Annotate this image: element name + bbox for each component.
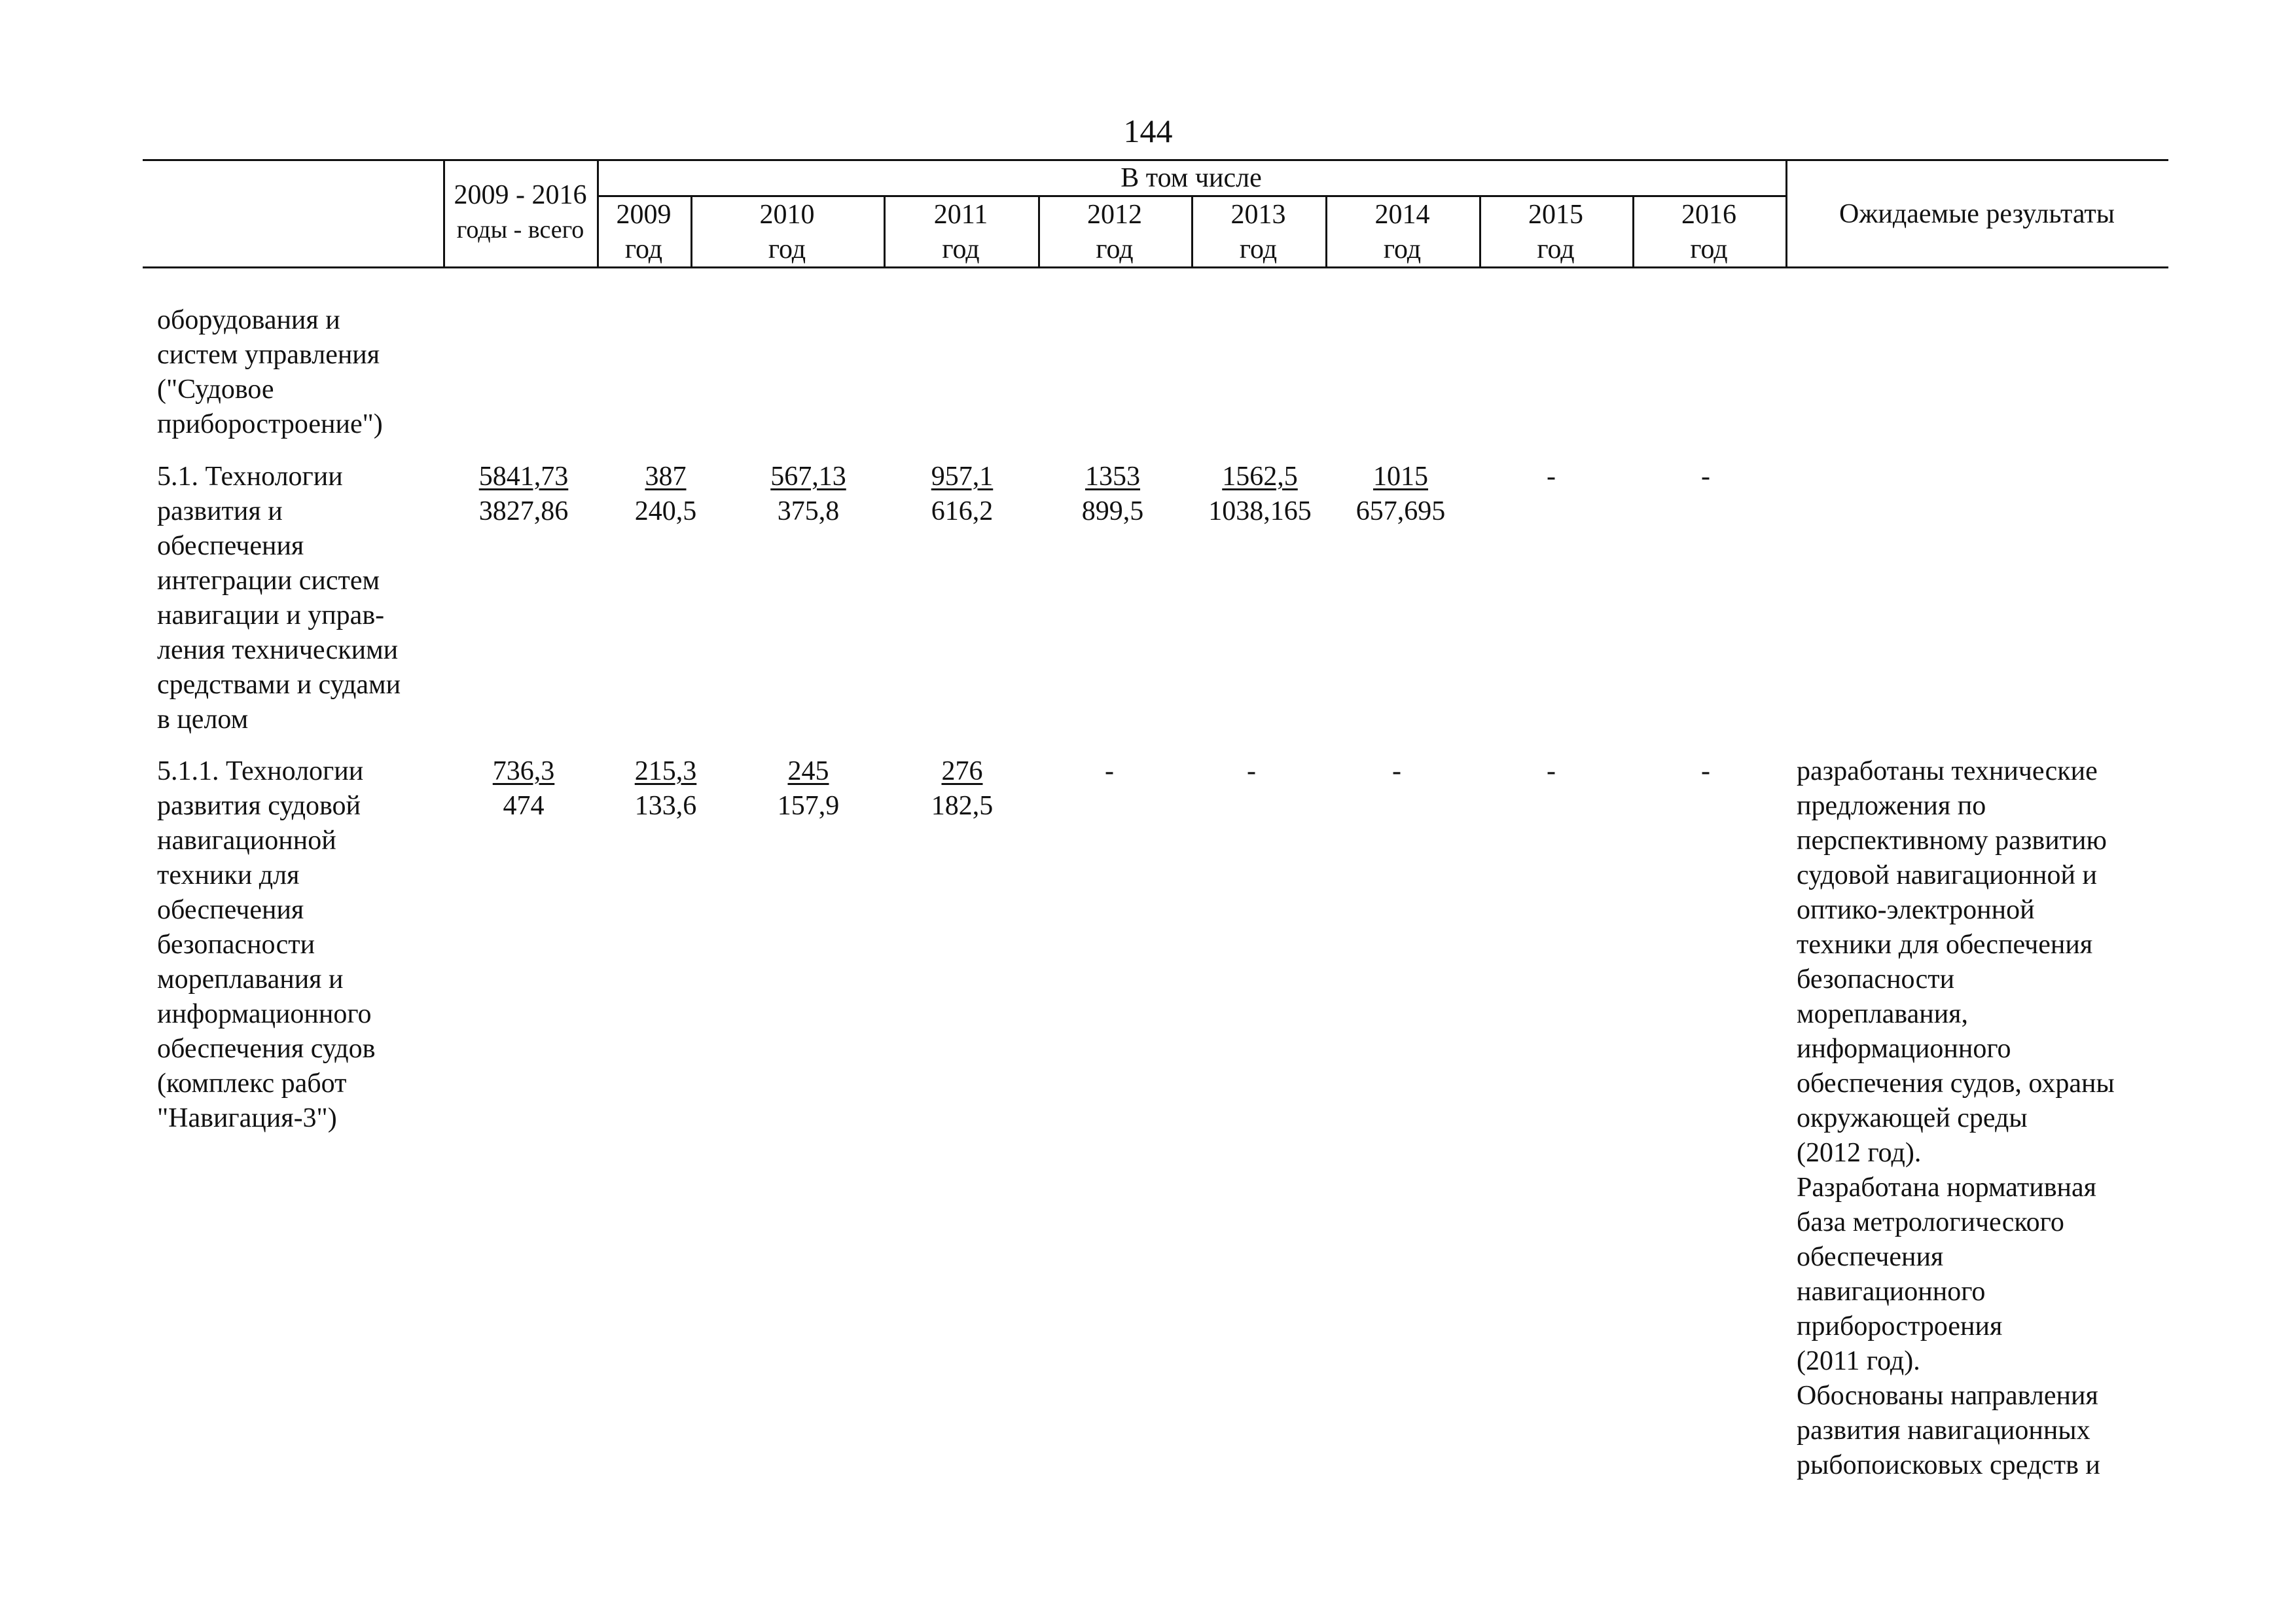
cell-2009-5-1-1 [597,754,734,824]
year-label: 2012 [1087,200,1142,230]
year-unit: год [942,234,980,264]
row-name-line: безопасности [157,930,315,960]
header-year-2010 [691,198,884,267]
header-year-2011 [884,198,1038,267]
result-line: (2012 год). [1797,1138,1922,1168]
row-name-line: развития судовой [157,791,361,821]
row-name-line: развития и [157,496,283,526]
header-year-2014 [1325,198,1479,267]
value-plan: 736,3 [492,756,555,786]
header-year-2009 [597,198,691,267]
value-federal: 657,695 [1355,496,1446,526]
row-name-line: ("Судовое [157,374,274,405]
value-federal: 133,6 [634,791,697,821]
result-line: база метрологического [1797,1207,2064,1237]
header-total-line1: 2009 - 2016 [454,180,587,210]
year-unit: год [1690,234,1728,264]
result-line: разработаны технические [1797,756,2098,786]
year-label: 2010 [759,200,815,230]
cell-2016-5-1: - [1701,462,1710,492]
year-label: 2016 [1681,200,1736,230]
cell-2010-5-1 [740,460,877,529]
cell-2012-5-1 [1047,460,1178,529]
cell-2015-5-1: - [1547,462,1556,492]
expected-results-5-1-1 [1797,754,2163,1483]
result-line: предложения по [1797,791,1986,821]
row-name-line: обеспечения судов [157,1034,376,1064]
header-total-line2: годы - всего [456,216,584,244]
row-name-line: 5.1.1. Технологии [157,756,364,786]
row-name-line: информационного [157,999,372,1029]
row-name-line: ления техническими [157,635,399,665]
year-label: 2011 [933,200,988,230]
result-line: обеспечения судов, охраны [1797,1068,2115,1099]
result-line: рыбопоисковых средств и [1797,1450,2100,1480]
value-federal: 1038,165 [1208,496,1312,526]
result-line: перспективному развитию [1797,826,2107,856]
header-group-label: В том числе [1121,163,1262,193]
result-line: (2011 год). [1797,1346,1920,1376]
result-line: судовой навигационной и [1797,860,2097,890]
value-plan: 1353 [1085,462,1140,492]
cell-2009-5-1 [597,460,734,529]
year-unit: год [768,234,806,264]
value-federal: 182,5 [931,791,994,821]
cell-2016-5-1-1: - [1701,756,1710,786]
row-name-line: оборудования и [157,305,340,335]
result-line: информационного [1797,1034,2011,1064]
row-name-line: интеграции систем [157,566,380,596]
cell-total-5-1 [452,460,596,529]
result-line: Обоснованы направления [1797,1381,2098,1411]
result-line: развития навигационных [1797,1415,2090,1446]
result-line: безопасности [1797,964,1955,994]
row-name-5-1 [157,460,445,737]
value-plan: 245 [787,756,829,786]
year-unit: год [1239,234,1278,264]
header-results-label: Ожидаемые результаты [1839,199,2115,229]
row-name-line: мореплавания и [157,964,344,994]
row-name-line: систем управления [157,340,380,370]
value-plan: 567,13 [770,462,846,492]
header-year-2013 [1191,198,1325,267]
page-number: 144 [1123,113,1173,149]
row-name-line: техники для [157,860,300,890]
row-name-line: 5.1. Технологии [157,462,343,492]
cell-2015-5-1-1: - [1547,756,1556,786]
result-line: оптико-электронной [1797,895,2035,925]
year-label: 2013 [1230,200,1286,230]
value-plan: 5841,73 [478,462,569,492]
value-plan: 1015 [1373,462,1428,492]
row-name-line: "Навигация-3") [157,1103,337,1133]
year-label: 2015 [1528,200,1583,230]
header-year-2012 [1038,198,1191,267]
value-plan: 215,3 [634,756,697,786]
cell-2012-5-1-1: - [1105,756,1114,786]
year-label: 2009 [616,200,672,230]
year-unit: год [624,234,663,264]
row-name-line: средствами и судами [157,670,401,700]
result-line: обеспечения [1797,1242,1944,1272]
header-total-cell [444,178,597,247]
row-name-line: обеспечения [157,895,304,925]
value-federal: 616,2 [931,496,994,526]
result-line: навигационного [1797,1277,1986,1307]
result-line: Разработана нормативная [1797,1173,2096,1203]
year-label: 2014 [1374,200,1430,230]
row-name-line: (комплекс работ [157,1068,347,1099]
value-federal: 240,5 [634,496,697,526]
value-plan: 387 [645,462,687,492]
value-federal: 375,8 [777,496,840,526]
row-name-line: в целом [157,704,249,735]
value-plan: 1562,5 [1222,462,1298,492]
result-line: приборостроения [1797,1311,2003,1341]
cell-2014-5-1-1: - [1392,756,1401,786]
cell-2013-5-1 [1185,460,1335,529]
value-federal: 3827,86 [478,496,569,526]
year-unit: год [1383,234,1422,264]
header-year-2015 [1479,198,1632,267]
cell-2014-5-1 [1329,460,1473,529]
cell-total-5-1-1 [452,754,596,824]
result-line: окружающей среды [1797,1103,2028,1133]
result-line: мореплавания, [1797,999,1968,1029]
row-name-line: навигации и управ- [157,600,385,630]
cell-2010-5-1-1 [740,754,877,824]
year-unit: год [1537,234,1575,264]
row-name-line: обеспечения [157,531,304,561]
result-line: техники для обеспечения [1797,930,2093,960]
value-federal: 474 [503,791,545,821]
row-name-line: навигационной [157,826,336,856]
cell-2011-5-1 [893,460,1031,529]
cell-2011-5-1-1 [893,754,1031,824]
cell-2013-5-1-1: - [1247,756,1256,786]
header-year-2016 [1632,198,1785,267]
value-plan: 276 [941,756,983,786]
year-unit: год [1096,234,1134,264]
row-name-continued [157,303,445,442]
value-federal: 157,9 [777,791,840,821]
value-plan: 957,1 [931,462,994,492]
row-name-line: приборостроение") [157,409,383,439]
row-name-5-1-1 [157,754,445,1136]
value-federal: 899,5 [1081,496,1144,526]
